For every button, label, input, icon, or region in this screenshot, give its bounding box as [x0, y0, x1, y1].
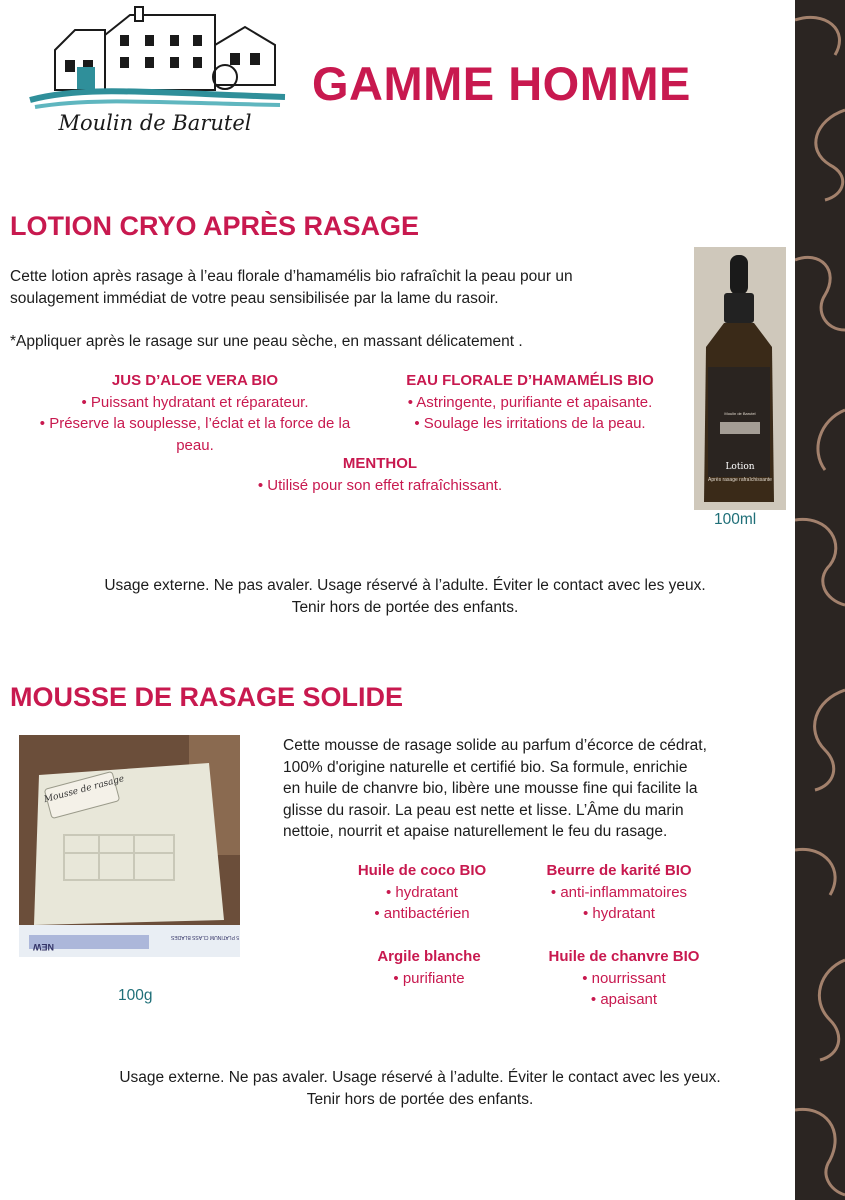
soap-photo [19, 735, 240, 957]
warning-line: Tenir hors de portée des enfants. [306, 1091, 534, 1108]
mousse-warning [30, 1067, 810, 1111]
ingredient-benefit: • anti-inflammatoires [550, 883, 688, 901]
box-text: 5 PLATINUM CLASS BLADES [171, 934, 239, 940]
ingredient-hamamelis [370, 370, 690, 435]
ingredient-title: Huile de coco BIO [357, 862, 487, 879]
ingredient-benefit: • Préserve la souplesse, l’éclat et la force de la [39, 415, 351, 432]
lotion-title: LOTION CRYO APRÈS RASAGE [10, 211, 420, 241]
warning-line: Usage externe. Ne pas avaler. Usage réservé à l’adulte. Éviter le contact avec les yeux. [104, 577, 706, 594]
ingredient-benefit: • antibactérien [374, 905, 470, 922]
ingredient-benefit: • Puissant hydratant et réparateur. [81, 393, 309, 411]
ingredient-benefit: • apaisant [590, 991, 658, 1008]
ingredient-title: JUS D’ALOE VERA BIO [111, 372, 279, 389]
ingredient-aloe-vera [5, 370, 385, 456]
ingredient-title: Beurre de karité BIO [546, 862, 692, 879]
bottle-brand: Moulin de Barutel [724, 411, 756, 416]
bottle-sublabel: Après rasage rafraîchissante [708, 477, 772, 483]
lotion-description-line: soulagement immédiat de votre peau sensibilisée par la lame du rasoir. [10, 289, 499, 307]
mousse-description-line: nettoie, nourrit et apaise naturellement le feu du rasage. [283, 823, 668, 840]
ingredient-benefit: • nourrissant [582, 969, 666, 987]
ingredient-menthol [180, 453, 580, 496]
mill-house-icon [25, 5, 295, 115]
ingredient-benefit: • purifiante [393, 969, 465, 987]
lotion-description [10, 266, 680, 309]
ingredient-title: Huile de chanvre BIO [548, 948, 700, 965]
lotion-warning [10, 575, 800, 619]
lotion-bottle-photo [694, 247, 786, 510]
ingredient-benefit: • Astringente, purifiante et apaisante. [407, 393, 653, 411]
ingredient-coco [332, 860, 512, 925]
mousse-description-line: 100% d'origine naturelle et certifié bio. Sa formule, enrichie [283, 758, 688, 776]
ingredient-argile [339, 946, 519, 989]
bottle-label: Lotion [725, 462, 755, 472]
ingredient-benefit: • Utilisé pour son effet rafraîchissant. [257, 476, 503, 494]
lotion-instructions: *Appliquer après le rasage sur une peau sèche, en massant délicatement . [10, 333, 523, 350]
ingredient-title: Argile blanche [377, 948, 481, 965]
mousse-description [283, 735, 783, 843]
soap-tag: Mousse de rasage [43, 774, 126, 806]
mousse-title: MOUSSE DE RASAGE SOLIDE [10, 682, 404, 712]
decorative-side-band [795, 0, 845, 1200]
ingredient-benefit: • hydratant [386, 883, 458, 901]
ingredient-benefit: • hydratant [583, 905, 655, 922]
page-title: GAMME HOMME [312, 57, 691, 110]
ingredient-benefit: • Soulage les irritations de la peau. [414, 415, 646, 432]
ingredient-title: MENTHOL [342, 455, 418, 472]
ingredient-chanvre [519, 946, 729, 1011]
ingredient-benefit: peau. [176, 436, 214, 454]
lotion-description-line: Cette lotion après rasage à l’eau florale d’hamamélis bio rafraîchit la peau pour un [10, 268, 573, 285]
warning-line: Tenir hors de portée des enfants. [291, 599, 519, 616]
brand-logo [25, 5, 295, 140]
lotion-size: 100ml [714, 511, 757, 528]
soap-bar-icon [19, 735, 240, 957]
mousse-description-line: glisse du rasoir. La peau est nette et lisse. L’Âme du marin [283, 801, 684, 819]
mousse-size: 100g [118, 987, 153, 1004]
warning-line: Usage externe. Ne pas avaler. Usage réservé à l’adulte. Éviter le contact avec les yeux. [119, 1069, 721, 1086]
mousse-description-line: Cette mousse de rasage solide au parfum d’écorce de cédrat, [283, 737, 707, 754]
box-brand: NEW [33, 942, 54, 952]
swirl-pattern-icon [795, 0, 845, 1200]
logo-caption: Moulin de Barutel [58, 111, 252, 135]
ingredient-karite [519, 860, 719, 925]
mousse-description-line: en huile de chanvre bio, libère une mousse fine qui facilite la [283, 780, 698, 797]
ingredient-title: EAU FLORALE D’HAMAMÉLIS BIO [406, 372, 654, 389]
